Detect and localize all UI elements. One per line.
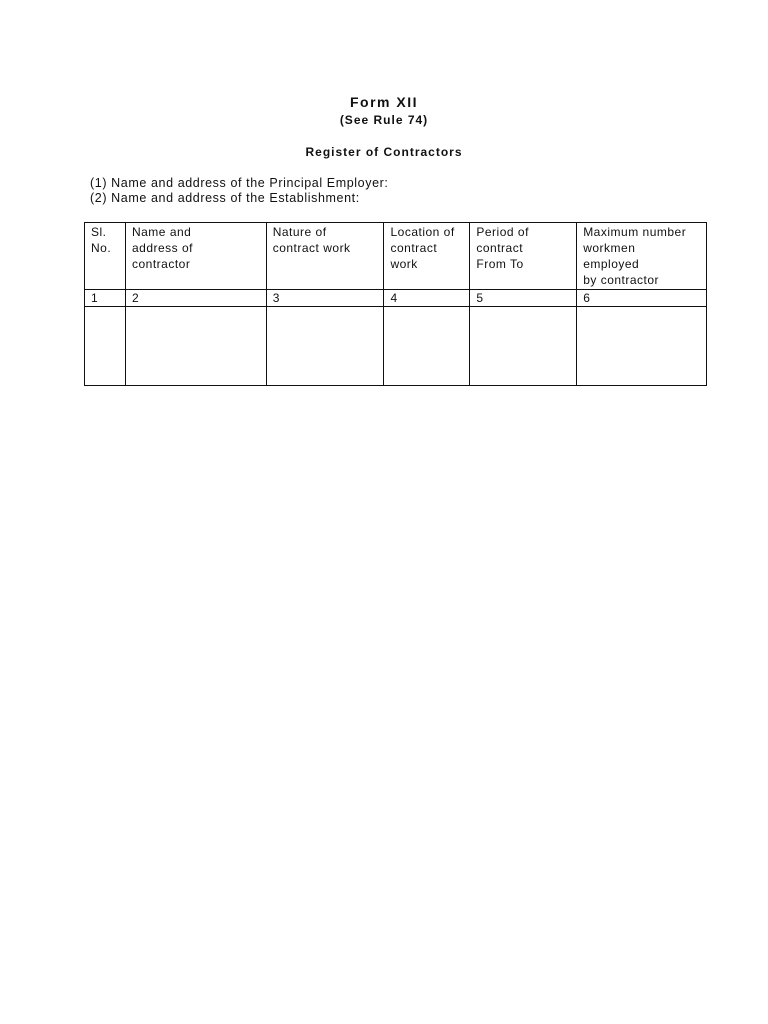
principal-employer-field: (1) Name and address of the Principal Employer:	[90, 176, 389, 190]
column-number: 6	[577, 290, 707, 307]
contractors-register-table	[84, 222, 707, 386]
column-number-row	[85, 290, 707, 307]
table-header-row	[85, 223, 707, 290]
establishment-field: (2) Name and address of the Establishment:	[90, 191, 360, 205]
register-title: Register of Contractors	[305, 145, 463, 159]
header-contractor-name-address: Name and address of contractor	[125, 223, 266, 290]
blank-entry-row	[85, 307, 707, 386]
form-title: Form XII	[349, 94, 418, 110]
column-number: 5	[470, 290, 577, 307]
column-number: 4	[384, 290, 470, 307]
column-number: 3	[266, 290, 384, 307]
blank-cell	[577, 307, 707, 386]
header-period-of-contract: Period of contract From To	[470, 223, 577, 290]
blank-cell	[470, 307, 577, 386]
header-nature-of-work: Nature of contract work	[266, 223, 384, 290]
blank-cell	[266, 307, 384, 386]
header-location-of-work: Location of contract work	[384, 223, 470, 290]
header-max-workmen: Maximum number workmen employed by contractor	[577, 223, 707, 290]
header-serial-number: Sl. No.	[85, 223, 126, 290]
blank-cell	[85, 307, 126, 386]
blank-cell	[384, 307, 470, 386]
blank-cell	[125, 307, 266, 386]
column-number: 1	[85, 290, 126, 307]
rule-reference: (See Rule 74)	[339, 113, 429, 127]
column-number: 2	[125, 290, 266, 307]
